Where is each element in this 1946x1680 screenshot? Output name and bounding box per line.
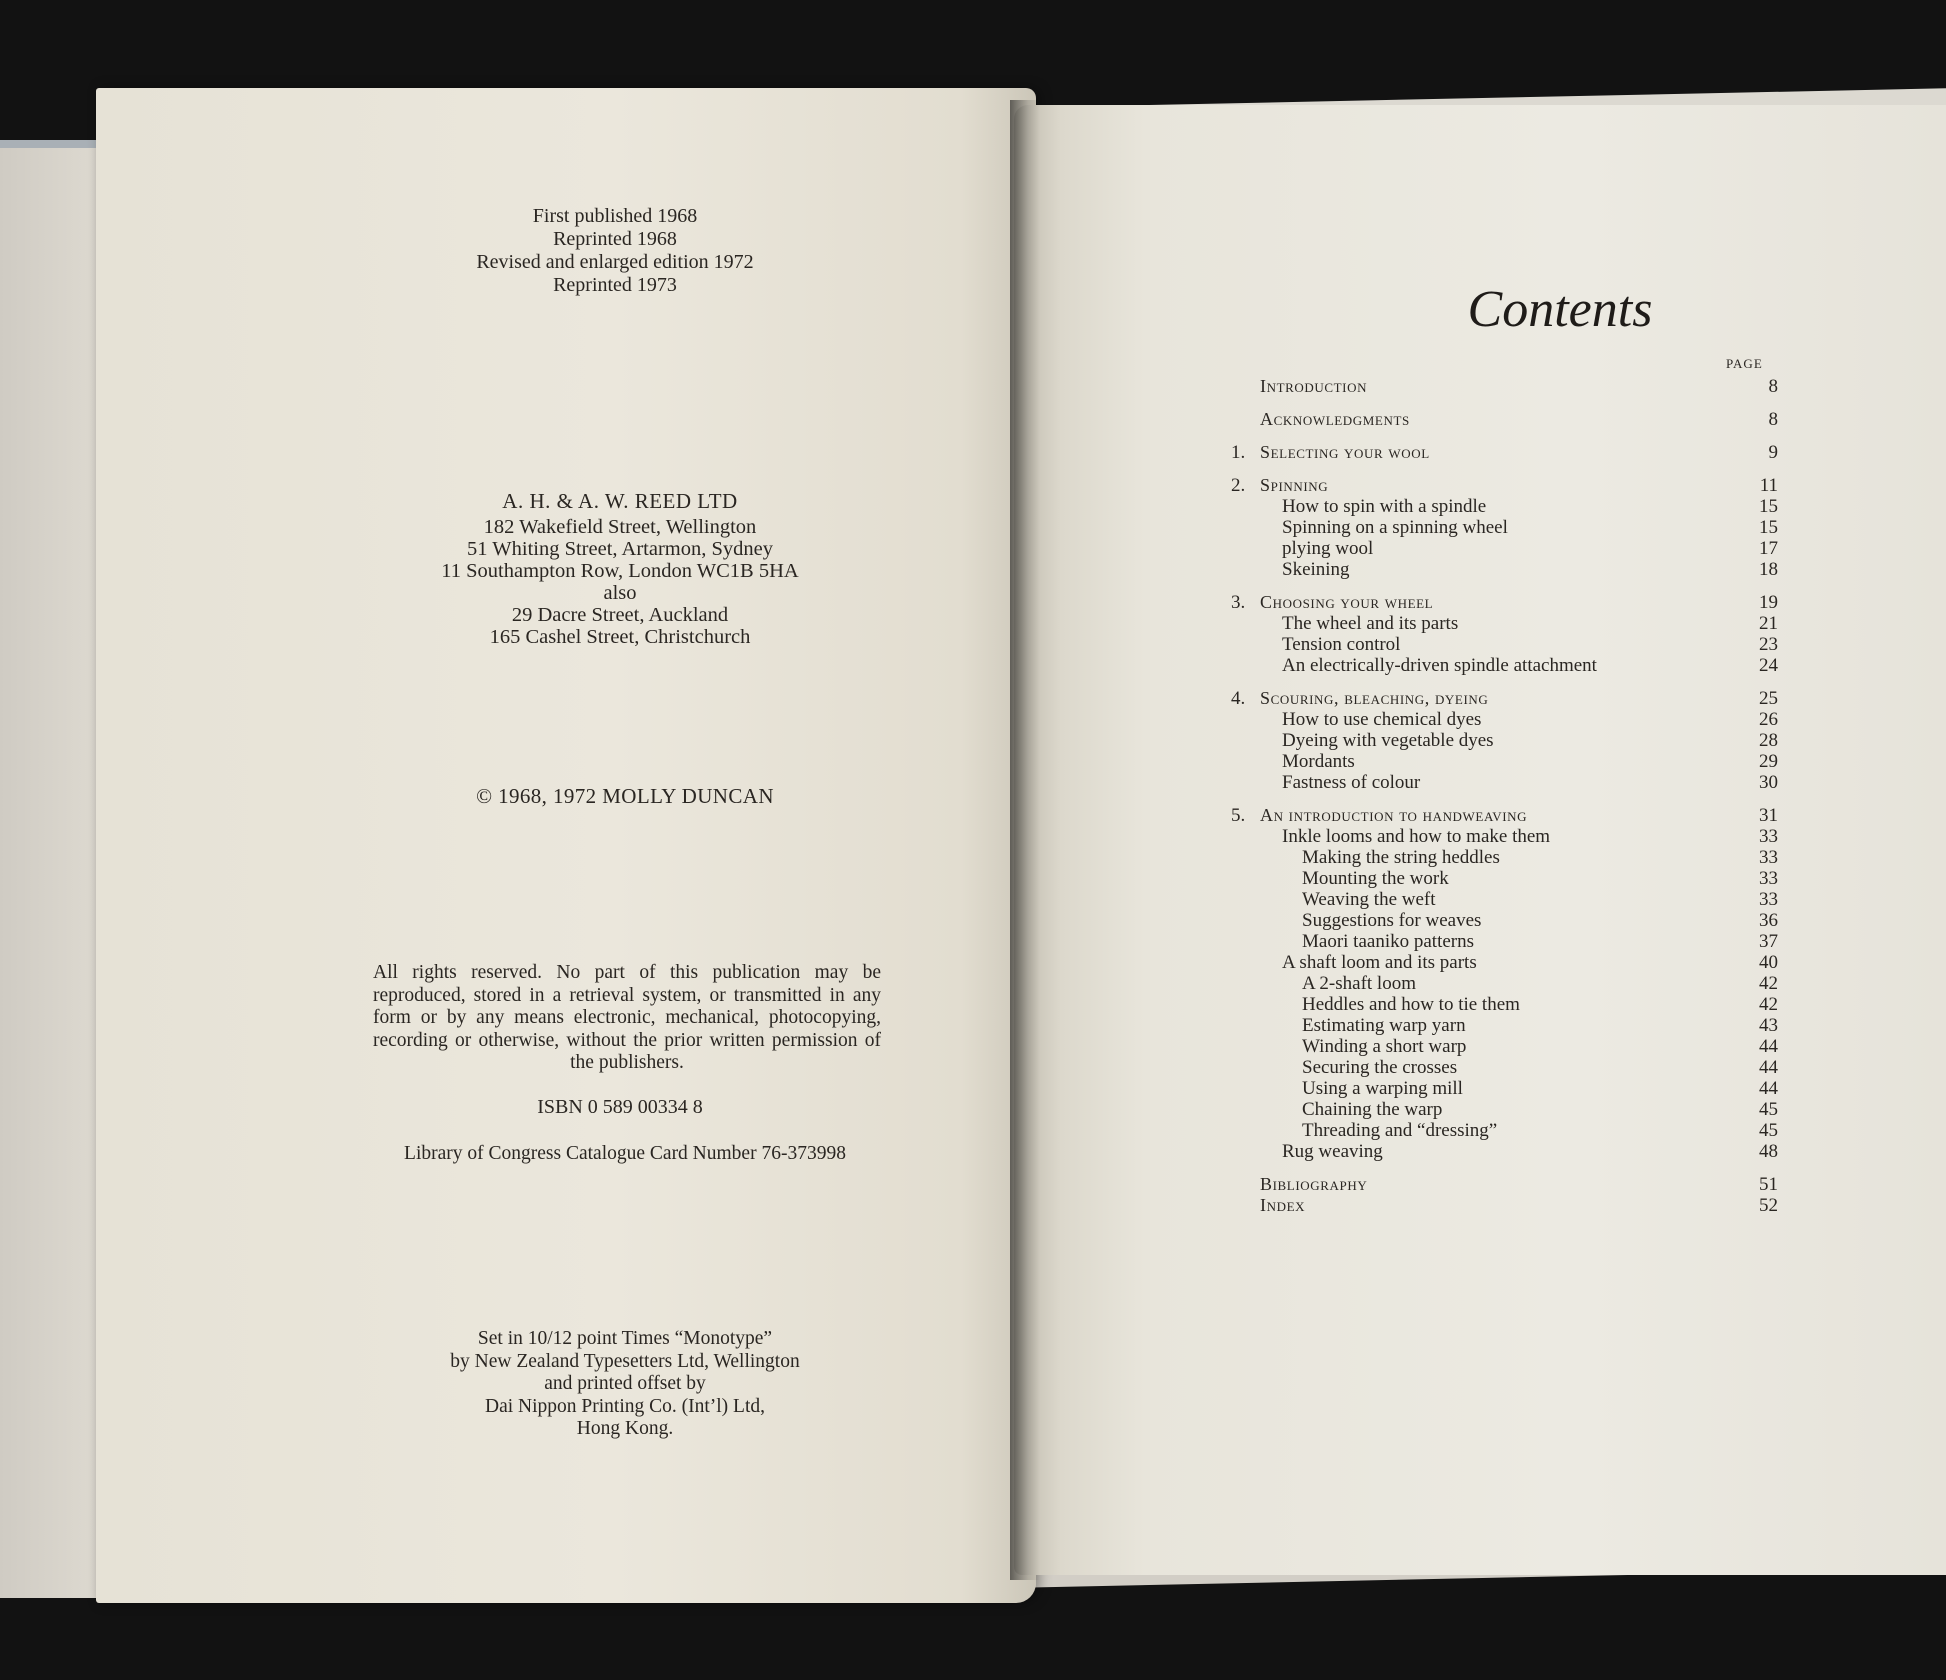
- toc-spacer: [1230, 1162, 1790, 1174]
- toc-entry: [1230, 1057, 1790, 1078]
- toc-entry-label: Skeining: [1282, 559, 1350, 580]
- toc-entry: [1230, 868, 1790, 889]
- toc-entry-label: Mordants: [1282, 751, 1355, 772]
- toc-entry-label: An introduction to handweaving: [1260, 805, 1528, 825]
- toc-entry: [1230, 910, 1790, 931]
- library-of-congress-number: Library of Congress Catalogue Card Number 76-373998: [404, 1143, 846, 1164]
- toc-entry: [1230, 592, 1790, 613]
- toc-spacer: [1230, 463, 1790, 475]
- toc-entry-label: How to spin with a spindle: [1282, 496, 1487, 517]
- toc-entry-label: A 2-shaft loom: [1302, 973, 1416, 994]
- toc-entry: [1230, 442, 1790, 463]
- toc-entry-page: 15: [1759, 517, 1778, 538]
- toc-entry: [1230, 1015, 1790, 1036]
- toc-entry-page: 44: [1759, 1036, 1778, 1057]
- publisher-address: also: [603, 582, 637, 604]
- toc-entry-label: Threading and “dressing”: [1302, 1120, 1498, 1141]
- toc-entry-page: 23: [1759, 634, 1778, 655]
- toc-entry-label: Dyeing with vegetable dyes: [1282, 730, 1494, 751]
- toc-entry-page: 17: [1759, 538, 1778, 559]
- toc-entry: [1230, 409, 1790, 430]
- toc-entry-page: 11: [1759, 475, 1778, 496]
- toc-entry-label: Index: [1260, 1195, 1306, 1215]
- toc-entry-page: 15: [1759, 496, 1778, 517]
- toc-entry-label: Maori taaniko patterns: [1302, 931, 1475, 952]
- toc-entry: [1230, 709, 1790, 730]
- toc-entry-label: Fastness of colour: [1282, 772, 1421, 793]
- publisher-block: [390, 490, 850, 648]
- toc-entry-label: Acknowledgments: [1260, 409, 1410, 429]
- history-line: Revised and enlarged edition 1972: [476, 251, 754, 273]
- toc-entry-page: 52: [1759, 1195, 1778, 1216]
- toc-entry-page: 33: [1759, 889, 1778, 910]
- toc-entry-page: 33: [1759, 868, 1778, 889]
- toc-entry-page: 51: [1759, 1174, 1778, 1195]
- publisher-address: 165 Cashel Street, Christchurch: [489, 626, 751, 648]
- toc-entry: [1230, 751, 1790, 772]
- toc-entry: [1230, 931, 1790, 952]
- isbn: ISBN 0 589 00334 8: [537, 1096, 703, 1118]
- toc-spacer: [1230, 397, 1790, 409]
- toc-entry: [1230, 634, 1790, 655]
- toc-entry-number: 2.: [1231, 475, 1246, 496]
- toc-entry: [1230, 847, 1790, 868]
- toc-entry: [1230, 772, 1790, 793]
- publisher-address: 51 Whiting Street, Artarmon, Sydney: [467, 538, 773, 560]
- toc-entry-number: 3.: [1231, 592, 1246, 613]
- printing-line: Set in 10/12 point Times “Monotype”: [477, 1328, 773, 1349]
- toc-entry: [1230, 805, 1790, 826]
- history-line: Reprinted 1968: [553, 228, 677, 250]
- toc-entry: [1230, 655, 1790, 676]
- toc-entry-page: 36: [1759, 910, 1778, 931]
- toc-entry-label: Spinning on a spinning wheel: [1282, 517, 1508, 538]
- toc-entry-page: 44: [1759, 1057, 1778, 1078]
- toc-entry-label: Bibliography: [1260, 1174, 1368, 1194]
- toc-entry-number: 4.: [1231, 688, 1246, 709]
- toc-entry-label: Scouring, bleaching, dyeing: [1260, 688, 1489, 708]
- history-line: First published 1968: [532, 205, 698, 227]
- toc-entry: [1230, 994, 1790, 1015]
- toc-entry: [1230, 1078, 1790, 1099]
- toc-entry-label: Mounting the work: [1302, 868, 1449, 889]
- toc-entry-label: Choosing your wheel: [1260, 592, 1434, 612]
- toc-entry-label: Introduction: [1260, 376, 1368, 396]
- toc-entry: [1230, 475, 1790, 496]
- toc-entry-page: 48: [1759, 1141, 1778, 1162]
- toc-entry: [1230, 973, 1790, 994]
- toc-entry-page: 33: [1759, 826, 1778, 847]
- toc-entry-label: Spinning: [1260, 475, 1329, 495]
- toc-entry: [1230, 613, 1790, 634]
- toc-entry-page: 29: [1759, 751, 1778, 772]
- toc-entry: [1230, 1099, 1790, 1120]
- toc-entry-page: 9: [1768, 442, 1778, 463]
- toc-entry: [1230, 826, 1790, 847]
- printing-line: Dai Nippon Printing Co. (Int’l) Ltd,: [484, 1395, 766, 1417]
- toc-entry-page: 26: [1759, 709, 1778, 730]
- book-gutter: [1010, 100, 1040, 1580]
- toc-entry-label: Making the string heddles: [1302, 847, 1500, 868]
- printing-details: [400, 1328, 850, 1441]
- toc-entry-label: Suggestions for weaves: [1302, 910, 1482, 931]
- toc-spacer: [1230, 676, 1790, 688]
- toc-entry-label: Using a warping mill: [1302, 1078, 1463, 1099]
- toc-spacer: [1230, 430, 1790, 442]
- page-column-heading: PAGE: [1726, 356, 1763, 371]
- toc-entry-page: 45: [1759, 1099, 1778, 1120]
- toc-entry-page: 24: [1759, 655, 1778, 676]
- toc-entry-page: 31: [1759, 805, 1778, 826]
- toc-spacer: [1230, 793, 1790, 805]
- toc-entry-page: 8: [1768, 409, 1778, 430]
- toc-entry-page: 42: [1759, 973, 1778, 994]
- toc-entry-number: 1.: [1231, 442, 1246, 463]
- rights-statement: All rights reserved. No part of this publication may be reproduced, stored in a retrieval system, or transmitted in any form or by any means electronic, mechanical, photocopying, recording or otherwise, without the prior written permission of the publishers.: [373, 962, 881, 1073]
- toc-entry-label: How to use chemical dyes: [1282, 709, 1482, 730]
- toc-entry-label: Weaving the weft: [1302, 889, 1436, 910]
- toc-entry-page: 33: [1759, 847, 1778, 868]
- toc-entry-page: 25: [1759, 688, 1778, 709]
- copyright-notice: © 1968, 1972 MOLLY DUNCAN: [476, 784, 774, 808]
- toc-entry-page: 37: [1759, 931, 1778, 952]
- toc-entry-label: An electrically-driven spindle attachment: [1282, 655, 1597, 676]
- publisher-address: 29 Dacre Street, Auckland: [511, 604, 729, 626]
- toc-entry-label: plying wool: [1282, 538, 1374, 559]
- toc-entry: [1230, 376, 1790, 397]
- toc-entry-page: 44: [1759, 1078, 1778, 1099]
- toc-entry: [1230, 688, 1790, 709]
- toc-entry-page: 42: [1759, 994, 1778, 1015]
- toc-entry: [1230, 517, 1790, 538]
- printing-line: by New Zealand Typesetters Ltd, Wellington: [450, 1350, 800, 1372]
- toc-entry-label: A shaft loom and its parts: [1282, 952, 1477, 973]
- toc-entry: [1230, 559, 1790, 580]
- toc-entry: [1230, 889, 1790, 910]
- toc-entry-label: Tension control: [1282, 634, 1401, 655]
- publisher-address: 182 Wakefield Street, Wellington: [483, 516, 757, 538]
- table-of-contents: [1230, 376, 1790, 1216]
- toc-entry: [1230, 1174, 1790, 1195]
- toc-entry: [1230, 538, 1790, 559]
- toc-entry-page: 19: [1759, 592, 1778, 613]
- toc-entry-label: Heddles and how to tie them: [1302, 994, 1520, 1015]
- toc-spacer: [1230, 580, 1790, 592]
- publisher-name: A. H. & A. W. REED LTD: [502, 489, 738, 513]
- toc-entry-label: The wheel and its parts: [1282, 613, 1459, 634]
- printing-line: and printed offset by: [544, 1373, 706, 1394]
- toc-entry: [1230, 730, 1790, 751]
- toc-entry-label: Securing the crosses: [1302, 1057, 1458, 1078]
- toc-entry-label: Selecting your wool: [1260, 442, 1430, 462]
- toc-entry-page: 21: [1759, 613, 1778, 634]
- toc-entry-page: 43: [1759, 1015, 1778, 1036]
- toc-entry-number: 5.: [1231, 805, 1246, 826]
- toc-entry-page: 18: [1759, 559, 1778, 580]
- toc-entry: [1230, 1141, 1790, 1162]
- toc-entry: [1230, 496, 1790, 517]
- toc-entry-page: 45: [1759, 1120, 1778, 1141]
- toc-entry: [1230, 952, 1790, 973]
- history-line: Reprinted 1973: [553, 274, 677, 296]
- printing-line: Hong Kong.: [576, 1418, 674, 1439]
- toc-entry-label: Estimating warp yarn: [1302, 1015, 1466, 1036]
- toc-entry-label: Rug weaving: [1282, 1141, 1383, 1162]
- toc-entry-page: 30: [1759, 772, 1778, 793]
- toc-entry-page: 40: [1759, 952, 1778, 973]
- toc-entry: [1230, 1036, 1790, 1057]
- contents-title: Contents: [1467, 281, 1653, 338]
- toc-entry-label: Winding a short warp: [1302, 1036, 1467, 1057]
- toc-entry-page: 28: [1759, 730, 1778, 751]
- publication-history: [430, 205, 800, 297]
- toc-entry: [1230, 1120, 1790, 1141]
- toc-entry-page: 8: [1768, 376, 1778, 397]
- toc-entry-label: Chaining the warp: [1302, 1099, 1443, 1120]
- toc-entry: [1230, 1195, 1790, 1216]
- toc-entry-label: Inkle looms and how to make them: [1282, 826, 1551, 847]
- publisher-address: 11 Southampton Row, London WC1B 5HA: [441, 560, 799, 582]
